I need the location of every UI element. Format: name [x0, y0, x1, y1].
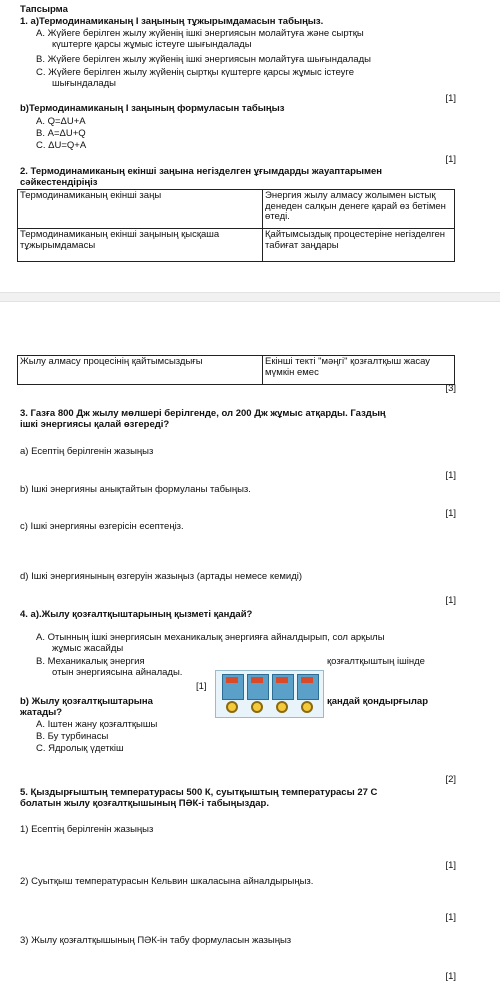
- q4-a-option-b-cont: отын энергиясына айналады.: [52, 667, 183, 678]
- cylinder-icon: [272, 674, 294, 700]
- q1-a-option-c: С. Жүйеге берілген жылу жүйенің сыртқы күштерге қарсы жұмыс істеуге: [36, 67, 354, 78]
- q3-item-a: а) Есептің берілгенін жазыңыз: [20, 446, 154, 457]
- gear-icon: [301, 701, 313, 713]
- q1-b-title: b)Термодинамиканың І заңының формуласын табыңыз: [20, 103, 285, 114]
- q3-item-d: d) Ішкі энергиянының өзгеруін жазыңыз (артады немесе кемиді): [20, 571, 303, 582]
- table-cell: Энергия жылу алмасу жолымен ыстық денеден салқын денеге қарай өз бетімен өтеді.: [263, 190, 455, 229]
- q3-title-line2: ішкі энергиясы қалай өзгереді?: [20, 419, 170, 430]
- q1-b-mark: [1]: [445, 154, 456, 165]
- q1-b-option-c: С. ΔU=Q+A: [36, 140, 87, 151]
- table-row: [18, 356, 455, 385]
- q2-matching-table-cont: [17, 355, 455, 385]
- q4-b-title-right: қандай қондырғылар: [327, 696, 429, 707]
- q1-b-option-b: В. A=ΔU+Q: [36, 128, 86, 139]
- gear-icon: [226, 701, 238, 713]
- q1-a-option-a: А. Жүйеге берілген жылу жүйенің ішкі энергиясын молайтуға және сыртқы: [36, 28, 364, 39]
- q4-a-mark: [1]: [196, 681, 207, 692]
- gear-icon: [251, 701, 263, 713]
- table-cell: Қайтымсыздық процестеріне негізделген табиғат заңдары: [263, 229, 455, 262]
- page-title: Тапсырма: [20, 4, 68, 15]
- q1-a-mark: [1]: [445, 93, 456, 104]
- q5-title-line2: болатын жылу қозғалтқышының ПӘК-і табыңыздар.: [20, 798, 269, 809]
- table-cell: Термодинамиканың екінші заңының қысқаша тұжырымдамасы: [18, 229, 263, 262]
- q1-a-option-a-cont: күштерге қарсы жұмыс істеуге шығындалады: [52, 39, 252, 50]
- page-separator: [0, 292, 500, 302]
- q2-title-line1: 2. Термодинамиканың екінші заңына негізделген ұғымдарды жауаптарымен: [20, 166, 383, 177]
- engine-illustration: [215, 670, 324, 718]
- q5-item-2-mark: [1]: [445, 912, 456, 923]
- q4-a-option-b: В. Механикалық энергия: [36, 656, 145, 667]
- q3-item-c: с) Ішкі энергияны өзгерісін есептеңіз.: [20, 521, 184, 532]
- q2-mark: [3]: [445, 383, 456, 394]
- q4-b-mark: [2]: [445, 774, 456, 785]
- q4-b-title: b) Жылу қозғалтқыштарына: [20, 696, 153, 707]
- table-cell: Екінші текті "мәңгі" қозғалтқыш жасау мүмкін емес: [263, 356, 455, 385]
- q2-matching-table: [17, 189, 455, 262]
- q1-a-option-b: В. Жүйеге берілген жылу жүйенің ішкі энергиясын молайтуға шығындалады: [36, 54, 371, 65]
- q1-b-option-a: А. Q=ΔU+A: [36, 116, 86, 127]
- table-row: [18, 190, 455, 229]
- cylinder-icon: [247, 674, 269, 700]
- q3-item-b: b) Ішкі энергияны анықтайтын формуланы табыңыз.: [20, 484, 251, 495]
- q5-item-2: 2) Суытқыш температурасын Кельвин шкаласына айналдырыңыз.: [20, 876, 314, 887]
- q3-item-d-mark: [1]: [445, 595, 456, 606]
- q1-a-option-c-cont: шығындалады: [52, 78, 117, 89]
- gear-icon: [276, 701, 288, 713]
- table-cell: Термодинамиканың екінші заңы: [18, 190, 263, 229]
- table-cell: Жылу алмасу процесінің қайтымсыздығы: [18, 356, 263, 385]
- q5-title-line1: 5. Қыздырғыштың температурасы 500 К, суытқыштың температурасы 27 С: [20, 787, 378, 798]
- q2-title-line2: сәйкестендіріңіз: [20, 177, 98, 188]
- q5-item-1: 1) Есептің берілгенін жазыңыз: [20, 824, 154, 835]
- q5-item-3: 3) Жылу қозғалтқышының ПӘК-ін табу формуласын жазыңыз: [20, 935, 292, 946]
- q4-b-option-a: А. Іштен жану қозғалтқышы: [36, 719, 158, 730]
- q4-a-option-a-cont: жұмыс жасайды: [52, 643, 124, 654]
- cylinder-icon: [222, 674, 244, 700]
- q1-a-title: 1. а)Термодинамиканың І заңының тұжырымдамасын табыңыз.: [20, 16, 324, 27]
- q3-title-line1: 3. Газға 800 Дж жылу мөлшері берілгенде, ол 200 Дж жұмыс атқарды. Газдың: [20, 408, 386, 419]
- q5-item-1-mark: [1]: [445, 860, 456, 871]
- q3-item-b-mark: [1]: [445, 508, 456, 519]
- q4-a-option-b-right: қозғалтқыштың ішінде: [327, 656, 425, 667]
- cylinder-icon: [297, 674, 319, 700]
- q4-b-title-cont: жатады?: [20, 707, 63, 718]
- q4-a-option-a: А. Отынның ішкі энергиясын механикалық энергияға айналдырып, сол арқылы: [36, 632, 385, 643]
- q4-b-option-b: В. Бу турбинасы: [36, 731, 109, 742]
- q3-item-a-mark: [1]: [445, 470, 456, 481]
- table-row: [18, 229, 455, 262]
- q4-a-title: 4. а).Жылу қозғалтқыштарының қызметі қандай?: [20, 609, 253, 620]
- q4-b-option-c: С. Ядролық үдеткіш: [36, 743, 124, 754]
- q5-item-3-mark: [1]: [445, 971, 456, 982]
